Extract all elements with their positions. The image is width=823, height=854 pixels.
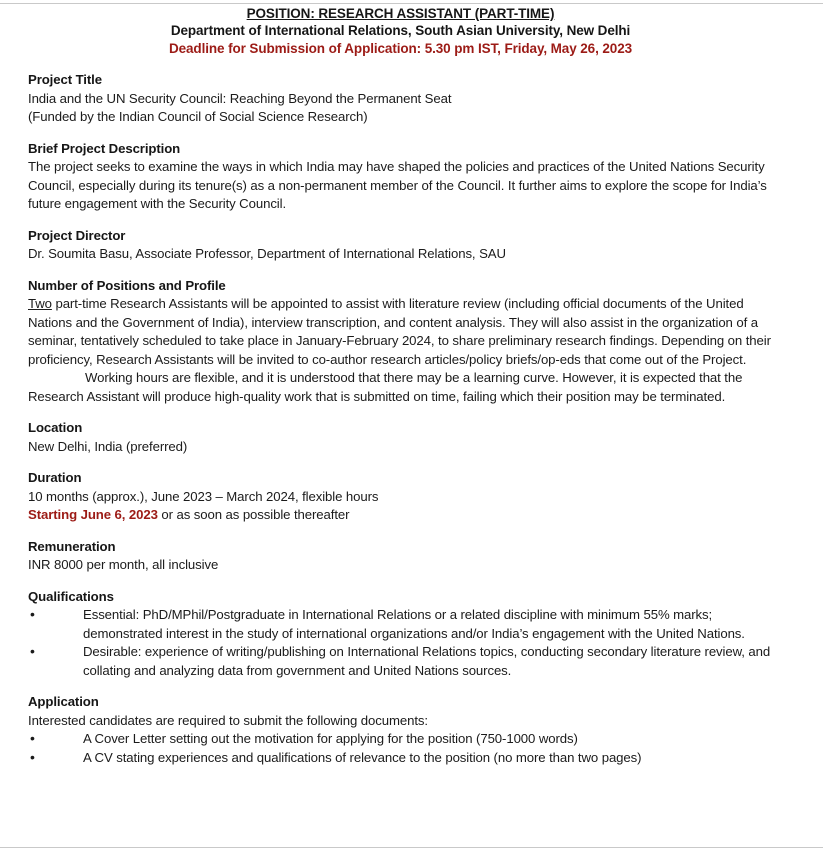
list-item: • Essential: PhD/MPhil/Postgraduate in International Relations or a related discipline with minimum 55% marks; demonstrated interest in the study of international organizations and/or India’s engagement with the United Nations. <box>28 606 773 643</box>
deadline-line: Deadline for Submission of Application: 5.30 pm IST, Friday, May 26, 2023 <box>168 41 633 56</box>
section-application <box>28 693 773 767</box>
qualifications-heading: Qualifications <box>28 588 114 604</box>
duration-heading: Duration <box>28 470 82 485</box>
project-title-line-1: India and the UN Security Council: Reaching Beyond the Permanent Seat <box>28 90 452 106</box>
duration-start-line <box>28 506 773 525</box>
document-header <box>28 5 773 58</box>
application-list <box>28 730 773 767</box>
page-bottom-divider <box>0 847 823 848</box>
list-item: • A Cover Letter setting out the motivation for applying for the position (750-1000 words) <box>28 730 773 749</box>
section-brief-project-description <box>28 140 773 214</box>
project-title-funding-line: (Funded by the Indian Council of Social Science Research) <box>28 109 368 124</box>
position-title: POSITION: RESEARCH ASSISTANT (PART-TIME) <box>246 6 555 21</box>
number-of-positions-paragraph-2: Working hours are flexible, and it is understood that there may be a learning curve. However, it is expected that the Research Assistant will produce high-quality work that is submitted on time, failing which their position may be terminated. <box>28 370 743 404</box>
positions-paragraph-1-rest: part-time Research Assistants will be appointed to assist with literature review (including official documents of the United Nations and the Government of India), interview transcription, and content analysis. They will also assist in the organization of a seminar, tentatively scheduled to take place in January-February 2024, to share preliminary research findings. Depending on their proficiency, Research Assistants will be invited to co-author research articles/policy briefs/op-eds that come out of the Project. <box>28 296 771 367</box>
section-project-director <box>28 227 773 264</box>
section-number-of-positions <box>28 277 773 407</box>
section-location <box>28 419 773 456</box>
qualifications-list <box>28 606 773 680</box>
duration-start-highlight: Starting June 6, 2023 <box>28 507 158 522</box>
brief-project-description-body: The project seeks to examine the ways in which India may have shaped the policies and practices of the United Nations Security Council, especially during its tenure(s) as a non-permanent member of the Council. It further aims to explore the scope for India’s future engagement with the Security Council. <box>28 159 767 211</box>
project-director-body: Dr. Soumita Basu, Associate Professor, Department of International Relations, SAU <box>28 246 506 261</box>
location-heading: Location <box>28 420 83 435</box>
section-project-title <box>28 71 773 127</box>
section-qualifications <box>28 588 773 681</box>
number-of-positions-heading: Number of Positions and Profile <box>28 277 226 293</box>
brief-project-description-heading: Brief Project Description <box>28 140 181 156</box>
duration-start-rest: or as soon as possible thereafter <box>157 507 350 522</box>
positions-count-emphasis: Two <box>28 296 52 311</box>
application-intro: Interested candidates are required to submit the following documents: <box>28 712 428 728</box>
remuneration-body: INR 8000 per month, all inclusive <box>28 557 219 572</box>
application-heading: Application <box>28 694 99 709</box>
section-remuneration <box>28 538 773 575</box>
department-line: Department of International Relations, South Asian University, New Delhi <box>170 23 631 38</box>
document-content <box>28 5 773 780</box>
page-top-divider <box>0 3 823 4</box>
number-of-positions-paragraph-1 <box>28 295 773 369</box>
location-body: New Delhi, India (preferred) <box>28 438 188 454</box>
section-duration <box>28 469 773 525</box>
duration-range: 10 months (approx.), June 2023 – March 2024, flexible hours <box>28 488 379 504</box>
remuneration-heading: Remuneration <box>28 538 116 554</box>
project-title-heading: Project Title <box>28 72 102 87</box>
list-item: • Desirable: experience of writing/publishing on International Relations topics, conducting secondary literature review, and collating and analyzing data from government and United Nations sources. <box>28 643 773 680</box>
project-director-heading: Project Director <box>28 227 126 243</box>
list-item: • A CV stating experiences and qualifications of relevance to the position (no more than two pages) <box>28 749 773 768</box>
